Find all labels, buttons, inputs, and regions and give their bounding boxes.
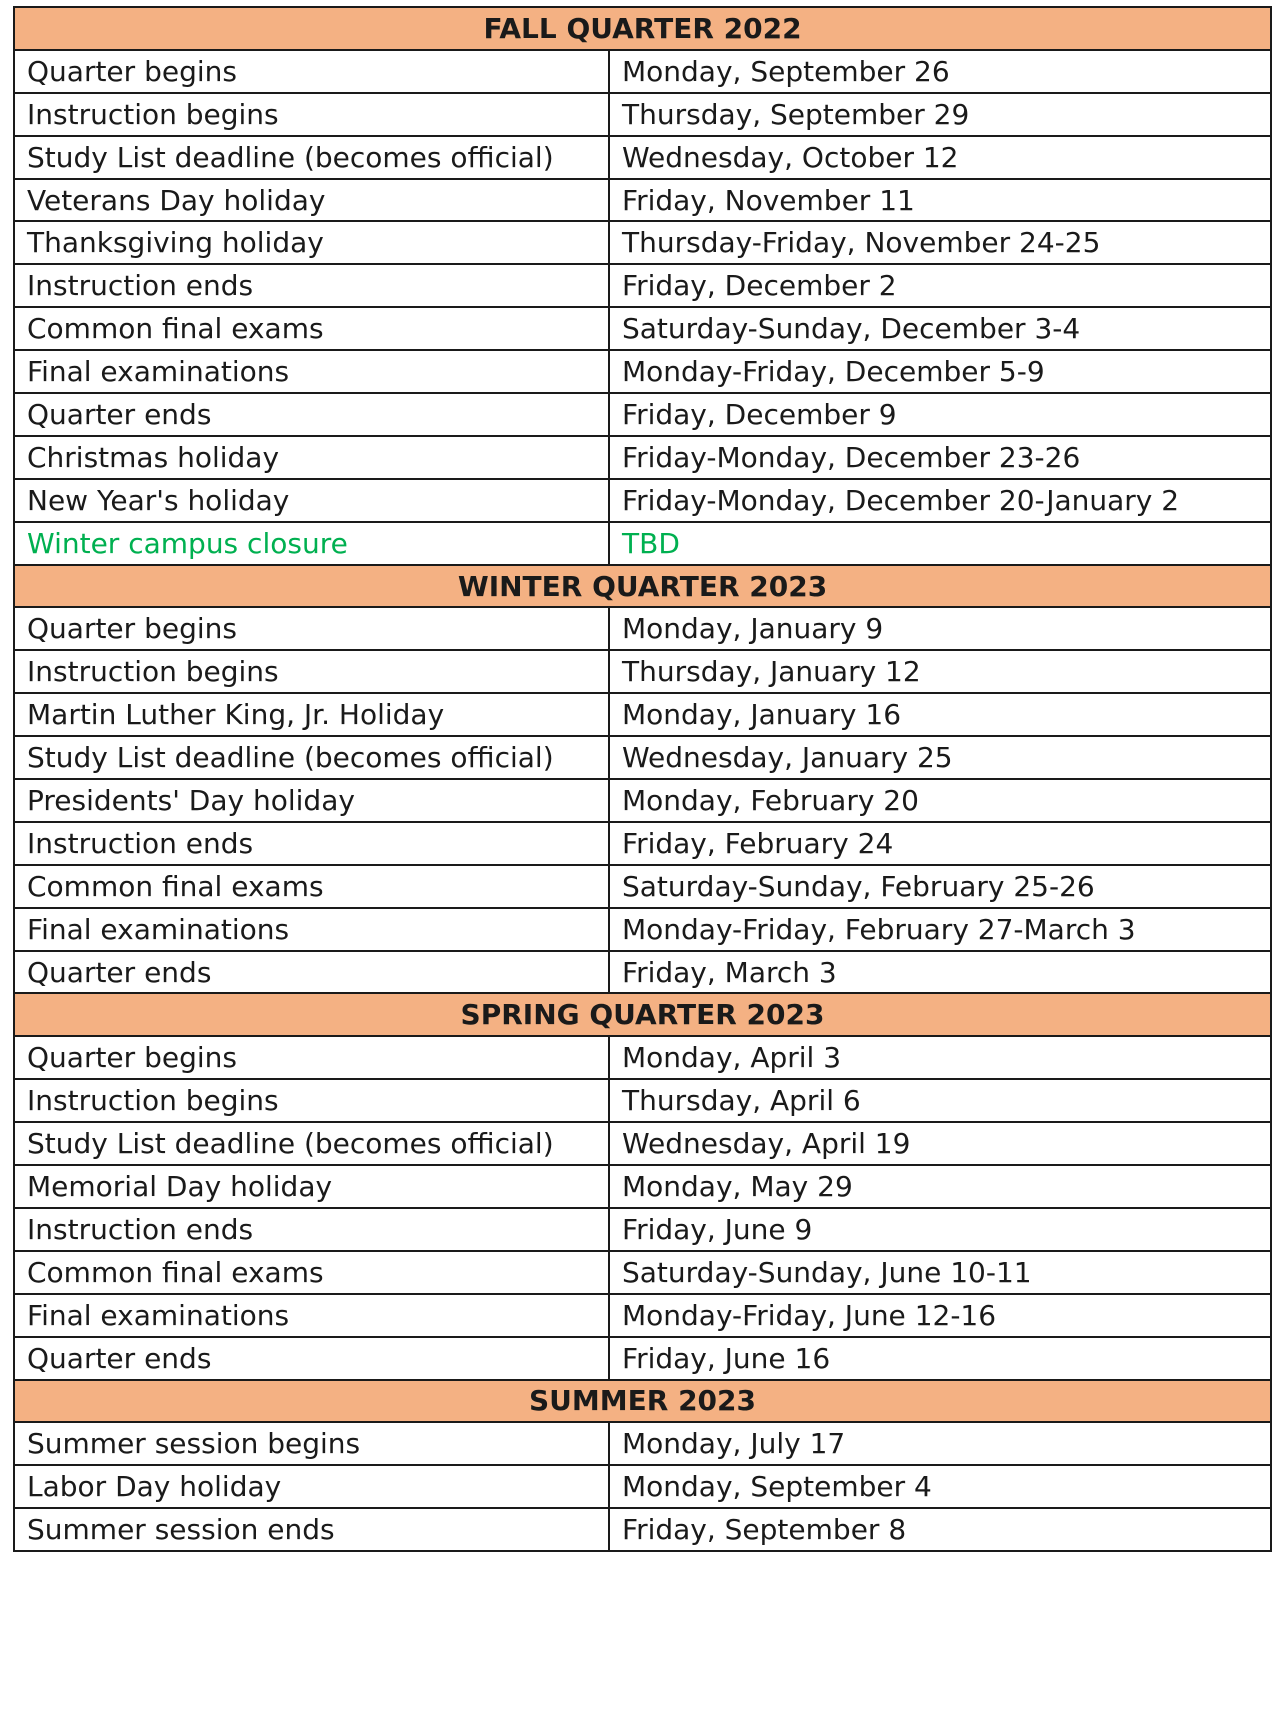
event-cell: Common final exams [14,865,609,908]
calendar-row [14,1208,1271,1251]
calendar-row [14,436,1271,479]
event-cell: Christmas holiday [14,436,609,479]
event-cell: Summer session begins [14,1422,609,1465]
event-cell: Study List deadline (becomes official) [14,136,609,179]
calendar-row [14,607,1271,650]
date-cell: Friday, June 9 [609,1208,1271,1251]
calendar-row [14,1294,1271,1337]
section-header-row [14,565,1271,608]
event-cell: Common final exams [14,1251,609,1294]
date-cell: Friday, November 11 [609,179,1271,222]
date-cell: Friday, September 8 [609,1508,1271,1551]
calendar-row [14,1122,1271,1165]
calendar-row [14,350,1271,393]
date-cell: TBD [609,522,1271,565]
date-cell: Wednesday, October 12 [609,136,1271,179]
calendar-row [14,393,1271,436]
academic-calendar-table [13,6,1272,1552]
event-cell: Quarter ends [14,393,609,436]
section-title-winter-quarter-2023: WINTER QUARTER 2023 [14,565,1271,608]
event-cell: Study List deadline (becomes official) [14,736,609,779]
date-cell: Thursday, January 12 [609,650,1271,693]
section-title-summer-2023: SUMMER 2023 [14,1380,1271,1423]
date-cell: Monday, April 3 [609,1036,1271,1079]
calendar-row [14,650,1271,693]
calendar-row [14,1165,1271,1208]
calendar-row [14,93,1271,136]
date-cell: Monday, February 20 [609,779,1271,822]
date-cell: Friday-Monday, December 20-January 2 [609,479,1271,522]
date-cell: Friday, December 2 [609,264,1271,307]
calendar-row [14,1465,1271,1508]
calendar-row [14,865,1271,908]
date-cell: Wednesday, January 25 [609,736,1271,779]
calendar-row [14,50,1271,93]
calendar-row [14,522,1271,565]
section-title-fall-quarter-2022: FALL QUARTER 2022 [14,7,1271,50]
date-cell: Monday, September 4 [609,1465,1271,1508]
date-cell: Monday-Friday, February 27-March 3 [609,908,1271,951]
section-title-spring-quarter-2023: SPRING QUARTER 2023 [14,993,1271,1036]
event-cell: Instruction ends [14,1208,609,1251]
date-cell: Saturday-Sunday, December 3-4 [609,307,1271,350]
event-cell: Final examinations [14,908,609,951]
calendar-row [14,736,1271,779]
event-cell: Final examinations [14,1294,609,1337]
calendar-row [14,1422,1271,1465]
event-cell: Instruction ends [14,822,609,865]
calendar-row [14,479,1271,522]
date-cell: Monday, January 9 [609,607,1271,650]
section-header-row [14,1380,1271,1423]
event-cell: Winter campus closure [14,522,609,565]
calendar-row [14,264,1271,307]
event-cell: Instruction begins [14,1079,609,1122]
calendar-row [14,1079,1271,1122]
date-cell: Monday-Friday, December 5-9 [609,350,1271,393]
date-cell: Friday, March 3 [609,951,1271,994]
section-header-row [14,993,1271,1036]
calendar-row [14,693,1271,736]
event-cell: Memorial Day holiday [14,1165,609,1208]
event-cell: Study List deadline (becomes official) [14,1122,609,1165]
date-cell: Monday, January 16 [609,693,1271,736]
section-header-row [14,7,1271,50]
event-cell: Instruction begins [14,650,609,693]
calendar-row [14,1508,1271,1551]
date-cell: Saturday-Sunday, February 25-26 [609,865,1271,908]
event-cell: Presidents' Day holiday [14,779,609,822]
event-cell: Quarter begins [14,1036,609,1079]
calendar-row [14,1036,1271,1079]
calendar-row [14,1251,1271,1294]
calendar-row [14,179,1271,222]
event-cell: Instruction ends [14,264,609,307]
calendar-row [14,1337,1271,1380]
event-cell: Thanksgiving holiday [14,221,609,264]
date-cell: Monday, July 17 [609,1422,1271,1465]
date-cell: Monday, September 26 [609,50,1271,93]
event-cell: Labor Day holiday [14,1465,609,1508]
event-cell: Martin Luther King, Jr. Holiday [14,693,609,736]
event-cell: Veterans Day holiday [14,179,609,222]
calendar-row [14,779,1271,822]
event-cell: Common final exams [14,307,609,350]
calendar-body [14,7,1271,1551]
event-cell: New Year's holiday [14,479,609,522]
date-cell: Friday, June 16 [609,1337,1271,1380]
calendar-row [14,307,1271,350]
date-cell: Monday, May 29 [609,1165,1271,1208]
date-cell: Saturday-Sunday, June 10-11 [609,1251,1271,1294]
calendar-row [14,221,1271,264]
event-cell: Instruction begins [14,93,609,136]
date-cell: Thursday, April 6 [609,1079,1271,1122]
event-cell: Quarter ends [14,1337,609,1380]
calendar-row [14,136,1271,179]
event-cell: Summer session ends [14,1508,609,1551]
date-cell: Wednesday, April 19 [609,1122,1271,1165]
calendar-row [14,908,1271,951]
event-cell: Quarter begins [14,607,609,650]
date-cell: Monday-Friday, June 12-16 [609,1294,1271,1337]
event-cell: Quarter ends [14,951,609,994]
date-cell: Friday-Monday, December 23-26 [609,436,1271,479]
date-cell: Friday, December 9 [609,393,1271,436]
calendar-row [14,822,1271,865]
event-cell: Final examinations [14,350,609,393]
date-cell: Thursday, September 29 [609,93,1271,136]
date-cell: Friday, February 24 [609,822,1271,865]
calendar-row [14,951,1271,994]
event-cell: Quarter begins [14,50,609,93]
date-cell: Thursday-Friday, November 24-25 [609,221,1271,264]
